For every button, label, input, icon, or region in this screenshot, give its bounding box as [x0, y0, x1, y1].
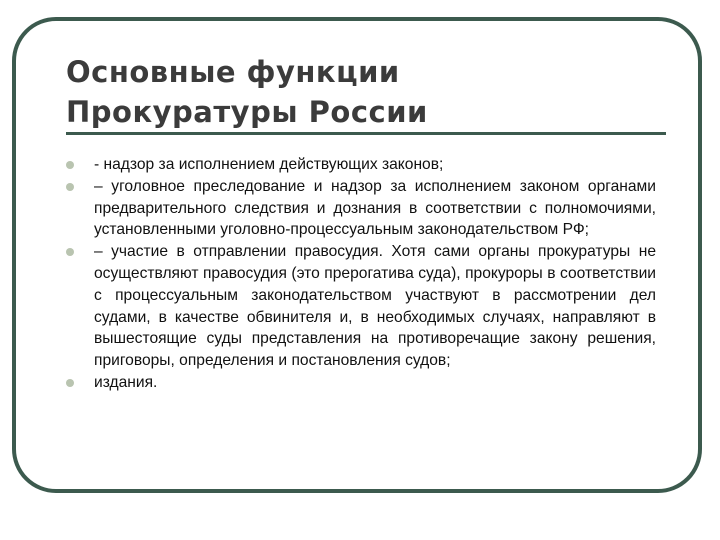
bullet-text: – уголовное преследование и надзор за исполнением законом органами предварительного следствия и дознания в соответствии с полномочиями, установленными уголовно-процессуальным законодательством РФ;	[94, 177, 656, 239]
bullet-dot-icon	[66, 183, 74, 191]
bullet-dot-icon	[66, 161, 74, 169]
bullet-item	[66, 154, 656, 176]
slide-title-line-2: Прокуратуры России	[66, 95, 428, 129]
slide-title-line-1: Основные функции	[66, 55, 400, 89]
bullet-item	[66, 241, 656, 372]
title-divider	[66, 132, 666, 135]
bullet-dot-icon	[66, 379, 74, 387]
bullet-item	[66, 372, 656, 394]
slide-title	[66, 52, 666, 132]
bullet-text: - надзор за исполнением действующих законов;	[94, 156, 444, 173]
bullet-text: – участие в отправлении правосудия. Хотя сами органы прокуратуры не осуществляют правосудия (это прерогатива суда), прокуроры в соответствии с процессуальным законодательством участвуют в рассмотрении дел судами, в качестве обвинителя и, в необходимых случаях, направляют в вышестоящие суды представления на противоречащие закону решения, приговоры, определения и постановления судов;	[94, 243, 656, 370]
bullet-dot-icon	[66, 248, 74, 256]
bullet-list	[66, 154, 656, 394]
bullet-text: издания.	[94, 373, 158, 391]
bullet-item	[66, 176, 656, 241]
